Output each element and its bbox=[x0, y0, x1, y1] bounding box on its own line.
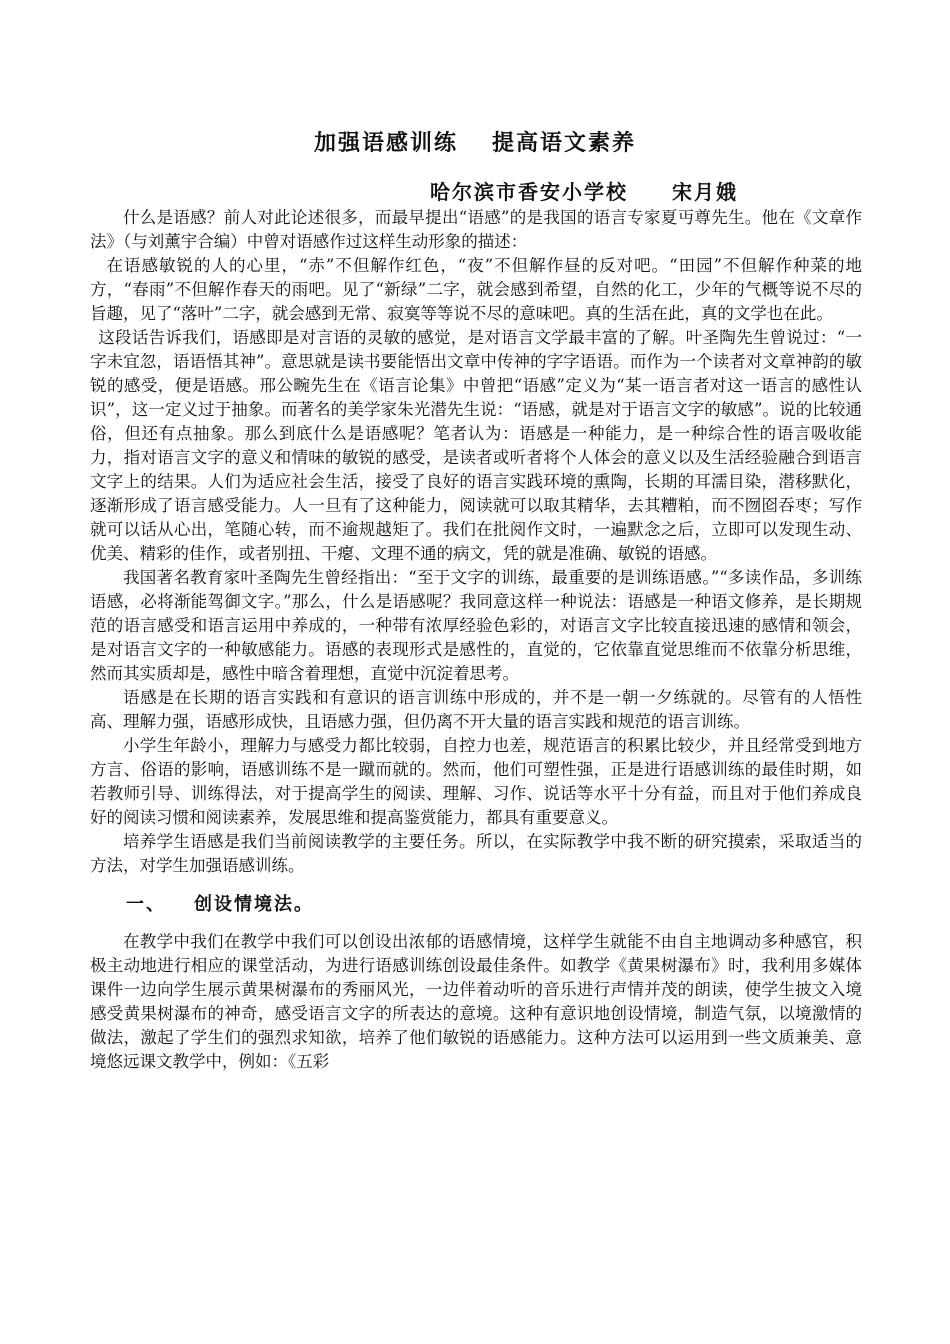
author-school: 哈尔滨市香安小学校 bbox=[430, 180, 628, 204]
paragraph-students: 小学生年龄小，理解力与感受力都比较弱，自控力也差，规范语言的积累比较少，并且经常受到地方方言、俗语的影响，语感训练不是一蹴而就的。然而，他们可塑性强，正是进行语感训练的最佳时期，如若教师引导、训练得法，对于提高学生的阅读、理解、习作、说话等水平十分有益，而且对于他们养成良好的阅读习惯和阅读素养，发展思维和提高鉴赏能力，都具有重要意义。 bbox=[90, 736, 862, 827]
paragraph-definition: 这段话告诉我们，语感即是对言语的灵敏的感觉，是对语言文学最丰富的了解。叶圣陶先生曾说过：“一字未宜忽，语语悟其神”。意思就是读书要能悟出文章中传神的字字语语。而作为一个读者对文章神韵的敏锐的感受，便是语感。邢公畹先生在《语言论集》中曾把“语感”定义为“某一语言者对这一语言的感性认识”，这一定义过于抽象。而著名的美学家朱光潜先生说：“语感，就是对于语言文字的敏感”。说的比较通俗，但还有点抽象。那么到底什么是语感呢？笔者认为：语感是一种能力，是一种综合性的语言吸收能力，指对语言文字的意义和情味的敏锐的感受，是读者或听者将个人体会的意义以及生活经验融合到语言文字上的结果。人们为适应社会生活，接受了良好的语言实践环境的熏陶，长期的耳濡目染，潜移默化，逐渐形成了语言感受能力。人一旦有了这种能力，阅读就可以取其精华，去其糟粕，而不囫囵吞枣；写作就可以话从心出，笔随心转，而不逾规越矩了。我们在批阅作文时，一遍默念之后，立即可以发现生动、优美、精彩的佳作，或者别扭、干瘪、文理不通的病文，凭的就是准确、敏锐的语感。 bbox=[90, 328, 862, 563]
paragraph-ye-shengtao: 我国著名教育家叶圣陶先生曾经指出：“至于文字的训练，最重要的是训练语感。”“多读作品，多训练语感，必将渐能驾御文字。”那么，什么是语感呢？我同意这样一种说法：语感是一种语文修养，是长期规范的语言感受和语言运用中养成的，一种带有浓厚经验色彩的，对语言文字比较直接迅速的感情和领会，是对语言文字的一种敏感能力。语感的表现形式是感性的，直觉的，它依靠直觉思维而不依靠分析思维，然而其实质却是，感性中暗含着理想，直觉中沉淀着思考。 bbox=[90, 568, 862, 683]
paragraph-quote: 在语感敏锐的人的心里，“赤”不但解作红色，“夜”不但解作昼的反对吧。“田园”不但解作种菜的地方，“春雨”不但解作春天的雨吧。见了“新绿”二字，就会感到希望，自然的化工，少年的气概等说不尽的旨趣，见了“落叶”二字，就会感到无常、寂寞等等说不尽的意味吧。真的生活在此，真的文学也在此。 bbox=[90, 256, 862, 323]
author-name: 宋月娥 bbox=[672, 180, 738, 204]
author-line bbox=[430, 178, 738, 206]
paragraph-task: 培养学生语感是我们当前阅读教学的主要任务。所以，在实际教学中我不断的研究摸索，采取适当的方法，对学生加强语感训练。 bbox=[90, 832, 862, 875]
title-part-1: 加强语感训练 bbox=[313, 131, 458, 156]
section-title: 创设情境法。 bbox=[194, 894, 314, 915]
document-body bbox=[90, 206, 862, 1074]
document-title bbox=[0, 129, 950, 159]
paragraph-intro: 什么是语感？前人对此论述很多，而最早提出“语感”的是我国的语言专家夏丏尊先生。他在《文章作法》（与刘薰宇合编）中曾对语感作过这样生动形象的描述： bbox=[90, 208, 862, 251]
paragraph-situation: 在教学中我们在教学中我们可以创设出浓郁的语感情境，这样学生就能不由自主地调动多种感官，积极主动地进行相应的课堂活动，为进行语感训练创设最佳条件。如教学《黄果树瀑布》时，我利用多媒体课件一边向学生展示黄果树瀑布的秀丽风光，一边伴着动听的音乐进行声情并茂的朗读，使学生披文入境感受黄果树瀑布的神奇，感受语言文字的所表达的意境。这种有意识地创设情境，制造气氛，以境激情的做法，激起了学生们的强烈求知欲，培养了他们敏锐的语感能力。这种方法可以运用到一些文质兼美、意境悠远课文教学中，例如：《五彩 bbox=[90, 932, 862, 1071]
section-number: 一、 bbox=[126, 894, 166, 915]
title-part-2: 提高语文素养 bbox=[492, 131, 637, 156]
paragraph-practice: 语感是在长期的语言实践和有意识的语言训练中形成的，并不是一朝一夕练就的。尽管有的人悟性高、理解力强，语感形成快，且语感力强，但仍离不开大量的语言实践和规范的语言训练。 bbox=[90, 688, 862, 731]
section-heading-1 bbox=[90, 892, 862, 918]
